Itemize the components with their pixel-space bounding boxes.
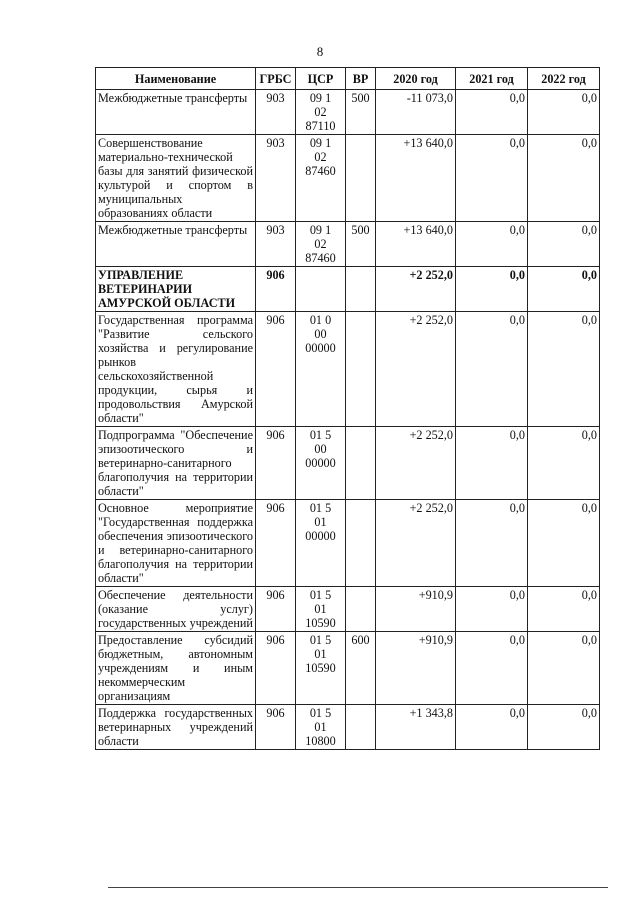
cell-2021: 0,0 [456, 705, 528, 750]
cell-2021: 0,0 [456, 500, 528, 587]
cell-2021: 0,0 [456, 90, 528, 135]
cell-grbs: 906 [256, 587, 296, 632]
cell-2022: 0,0 [528, 312, 600, 427]
cell-vr [346, 267, 376, 312]
table-body [96, 90, 600, 750]
cell-2022: 0,0 [528, 135, 600, 222]
bottom-divider [108, 887, 608, 888]
cell-csr: 01 5 01 00000 [296, 500, 346, 587]
cell-vr [346, 500, 376, 587]
cell-vr: 600 [346, 632, 376, 705]
cell-2021: 0,0 [456, 632, 528, 705]
cell-csr: 09 1 02 87110 [296, 90, 346, 135]
cell-2022: 0,0 [528, 500, 600, 587]
cell-vr [346, 705, 376, 750]
cell-csr: 09 1 02 87460 [296, 222, 346, 267]
cell-vr [346, 135, 376, 222]
cell-name: Государственная программа "Развитие сельского хозяйства и регулирование рынков сельскохозяйственной продукции, сырья и продовольствия Амурской области" [96, 312, 256, 427]
header-2022: 2022 год [528, 68, 600, 90]
table-header-row [96, 68, 600, 90]
table-row [96, 267, 600, 312]
cell-2021: 0,0 [456, 267, 528, 312]
cell-vr: 500 [346, 90, 376, 135]
cell-2020: +2 252,0 [376, 312, 456, 427]
cell-2020: +2 252,0 [376, 427, 456, 500]
cell-grbs: 903 [256, 222, 296, 267]
cell-2022: 0,0 [528, 427, 600, 500]
table-row [96, 312, 600, 427]
cell-csr: 01 0 00 00000 [296, 312, 346, 427]
cell-2022: 0,0 [528, 267, 600, 312]
cell-2020: +13 640,0 [376, 135, 456, 222]
table-row [96, 222, 600, 267]
cell-name: Межбюджетные трансферты [96, 222, 256, 267]
cell-name: Совершенствование материально-технической базы для занятий физической культурой и спортом в муниципальных образованиях области [96, 135, 256, 222]
header-csr: ЦСР [296, 68, 346, 90]
cell-2020: +2 252,0 [376, 267, 456, 312]
table-row [96, 705, 600, 750]
cell-csr: 01 5 01 10800 [296, 705, 346, 750]
cell-2021: 0,0 [456, 222, 528, 267]
header-2021: 2021 год [456, 68, 528, 90]
cell-2021: 0,0 [456, 135, 528, 222]
cell-name: Обеспечение деятельности (оказание услуг) государственных учреждений [96, 587, 256, 632]
cell-csr [296, 267, 346, 312]
header-name: Наименование [96, 68, 256, 90]
cell-vr [346, 312, 376, 427]
cell-2022: 0,0 [528, 222, 600, 267]
cell-grbs: 906 [256, 267, 296, 312]
table-row [96, 632, 600, 705]
cell-2021: 0,0 [456, 427, 528, 500]
cell-2021: 0,0 [456, 587, 528, 632]
page-number: 8 [316, 44, 324, 59]
header-grbs: ГРБС [256, 68, 296, 90]
cell-vr [346, 427, 376, 500]
cell-grbs: 903 [256, 90, 296, 135]
cell-2020: +1 343,8 [376, 705, 456, 750]
table-row [96, 500, 600, 587]
cell-2022: 0,0 [528, 632, 600, 705]
cell-name: Основное мероприятие "Государственная поддержка обеспечения эпизоотического и ветеринарно-санитарного благополучия на территории области" [96, 500, 256, 587]
table-row [96, 90, 600, 135]
cell-csr: 01 5 01 10590 [296, 632, 346, 705]
cell-2022: 0,0 [528, 705, 600, 750]
cell-vr [346, 587, 376, 632]
cell-csr: 01 5 01 10590 [296, 587, 346, 632]
header-2020: 2020 год [376, 68, 456, 90]
cell-csr: 01 5 00 00000 [296, 427, 346, 500]
table-row [96, 135, 600, 222]
cell-grbs: 906 [256, 500, 296, 587]
cell-2020: +13 640,0 [376, 222, 456, 267]
cell-2020: -11 073,0 [376, 90, 456, 135]
cell-2022: 0,0 [528, 90, 600, 135]
cell-name: Межбюджетные трансферты [96, 90, 256, 135]
cell-name: Предоставление субсидий бюджетным, автономным учреждениям и иным некоммерческим организациям [96, 632, 256, 705]
cell-2020: +2 252,0 [376, 500, 456, 587]
header-vr: ВР [346, 68, 376, 90]
cell-grbs: 903 [256, 135, 296, 222]
cell-2020: +910,9 [376, 632, 456, 705]
cell-2020: +910,9 [376, 587, 456, 632]
cell-vr: 500 [346, 222, 376, 267]
cell-grbs: 906 [256, 312, 296, 427]
cell-name: Подпрограмма "Обеспечение эпизоотического и ветеринарно-санитарного благополучия на территории области" [96, 427, 256, 500]
cell-name: УПРАВЛЕНИЕ ВЕТЕРИНАРИИ АМУРСКОЙ ОБЛАСТИ [96, 267, 256, 312]
cell-grbs: 906 [256, 705, 296, 750]
cell-grbs: 906 [256, 427, 296, 500]
table-row [96, 587, 600, 632]
cell-2021: 0,0 [456, 312, 528, 427]
budget-table [95, 67, 600, 750]
cell-2022: 0,0 [528, 587, 600, 632]
cell-name: Поддержка государственных ветеринарных учреждений области [96, 705, 256, 750]
cell-csr: 09 1 02 87460 [296, 135, 346, 222]
cell-grbs: 906 [256, 632, 296, 705]
table-row [96, 427, 600, 500]
